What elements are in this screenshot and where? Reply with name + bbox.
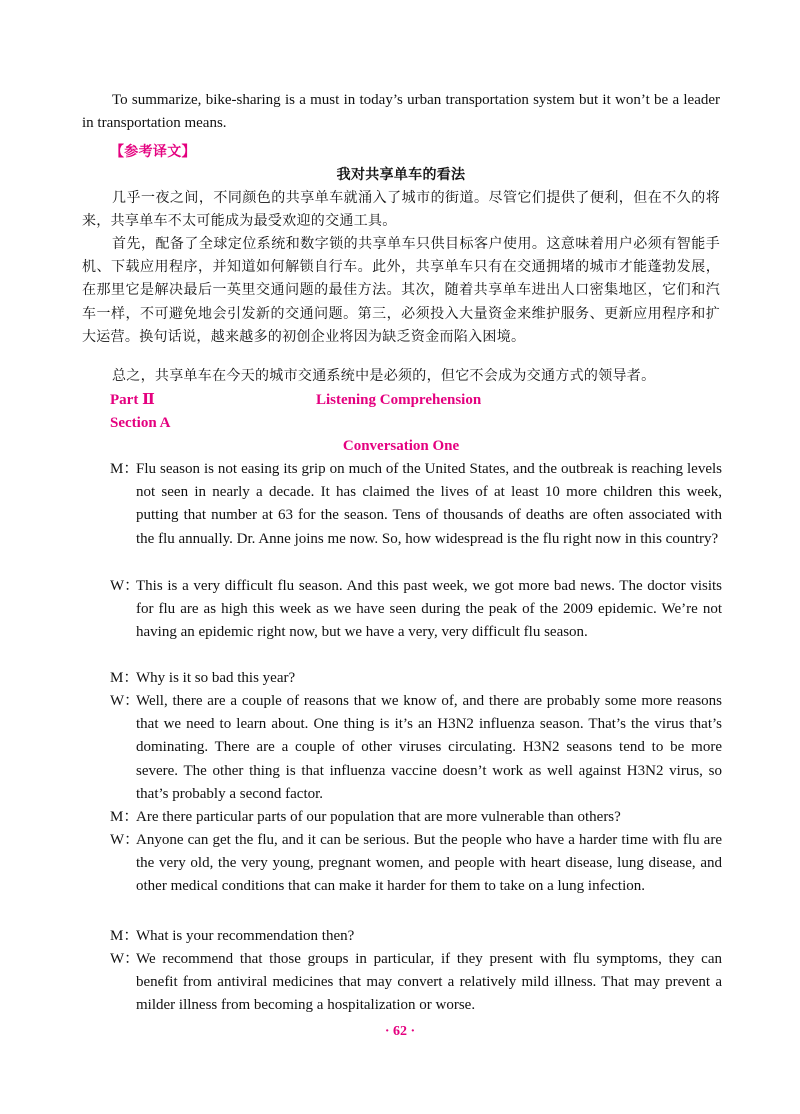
page-number: · 62 · <box>384 1024 416 1039</box>
dialogue-text: Are there particular parts of our population that are more vulnerable than others? <box>136 809 621 825</box>
translation-title: 我对共享单车的看法 <box>336 167 466 183</box>
dialogue-turn <box>110 925 722 948</box>
dialogue-turn <box>110 806 722 829</box>
dialogue-text: What is your recommendation then? <box>136 928 355 944</box>
speaker-label: W： <box>110 693 140 709</box>
reference-translation-heading <box>110 141 310 164</box>
dialogue-text: Anyone can get the flu, and it can be serious. But the people who have a harder time with flu are the very old, the very young, pregnant women, and people with heart disease, lung disease, and other medical conditions that can make it harder for them to take on a lung infection. <box>136 832 722 895</box>
dialogue-turn <box>110 575 722 645</box>
speaker-label: M： <box>110 928 139 944</box>
translation-paragraph-3: 总之，共享单车在今天的城市交通系统中是必须的，但它不会成为交通方式的领导者。 <box>112 368 656 384</box>
part-title: Listening Comprehension <box>316 392 482 408</box>
dialogue-text: Flu season is not easing its grip on much of the United States, and the outbreak is reaching levels not seen in nearly a decade. It has claimed the lives of at least 10 more children this week, putting that number at 63 for the season. Tens of thousands of deaths are often associated with the flu annually. Dr. Anne joins me now. So, how widespread is the flu right now in this country? <box>136 461 722 547</box>
dialogue-turn <box>110 458 722 551</box>
translation-paragraph-2: 首先，配备了全球定位系统和数字锁的共享单车只供目标客户使用。这意味着用户必须有智能手机、下载应用程序，并知道如何解锁自行车。此外，共享单车只有在交通拥堵的城市才能蓬勃发展，在那里它是解决最后一英里交通问题的最佳方法。其次，随着共享单车进出人口密集地区，它们和汽车一样，不可避免地会引发新的交通问题。第三，必须投入大量资金来维护服务、更新应用程序和扩大运营。换句话说，越来越多的初创企业将因为缺乏资金而陷入困境。 <box>82 236 720 345</box>
dialogue-text: Why is it so bad this year? <box>136 670 296 686</box>
dialogue-turn <box>110 690 722 806</box>
translation-paragraph-1: 几乎一夜之间，不同颜色的共享单车就涌入了城市的街道。尽管它们提供了便利，但在不久的将来，共享单车不太可能成为最受欢迎的交通工具。 <box>82 190 720 230</box>
dialogue-turn <box>110 829 722 899</box>
speaker-label: M： <box>110 461 139 477</box>
dialogue-turn <box>110 948 722 1018</box>
dialogue-text: Well, there are a couple of reasons that we know of, and there are probably some more reasons that we need to learn about. One thing is it’s an H3N2 influenza season. That’s the virus that’s dominating. There are a couple of other viruses circulating. H3N2 seasons tend to be more severe. The other thing is that influenza vaccine doesn’t work as well against H3N2 virus, so that’s probably a second factor. <box>136 693 722 802</box>
speaker-label: W： <box>110 832 140 848</box>
speaker-label: M： <box>110 809 139 825</box>
dialogue-text: This is a very difficult flu season. And this past week, we got more bad news. The doctor visits for flu are as high this week as we have seen during the peak of the 2009 epidemic. We’re not having an epidemic right now, but we have a very, very difficult flu season. <box>136 578 722 641</box>
dialogue-turn <box>110 667 722 690</box>
reference-translation-label: 【参考译文】 <box>110 144 196 160</box>
section-label: Section A <box>110 415 171 431</box>
speaker-label: W： <box>110 951 140 967</box>
conversation-title: Conversation One <box>342 438 460 454</box>
summary-paragraph: To summarize, bike-sharing is a must in today’s urban transportation system but it won’t be a leader in transportation means. <box>82 92 720 132</box>
speaker-label: W： <box>110 578 140 594</box>
speaker-label: M： <box>110 670 139 686</box>
dialogue-text: We recommend that those groups in particular, if they present with flu symptoms, they can benefit from antiviral medicines that may convert a relatively mild illness. That may prevent a milder illness from becoming a hospitalization or worse. <box>136 951 722 1014</box>
part-label: Part Ⅱ <box>110 392 155 408</box>
